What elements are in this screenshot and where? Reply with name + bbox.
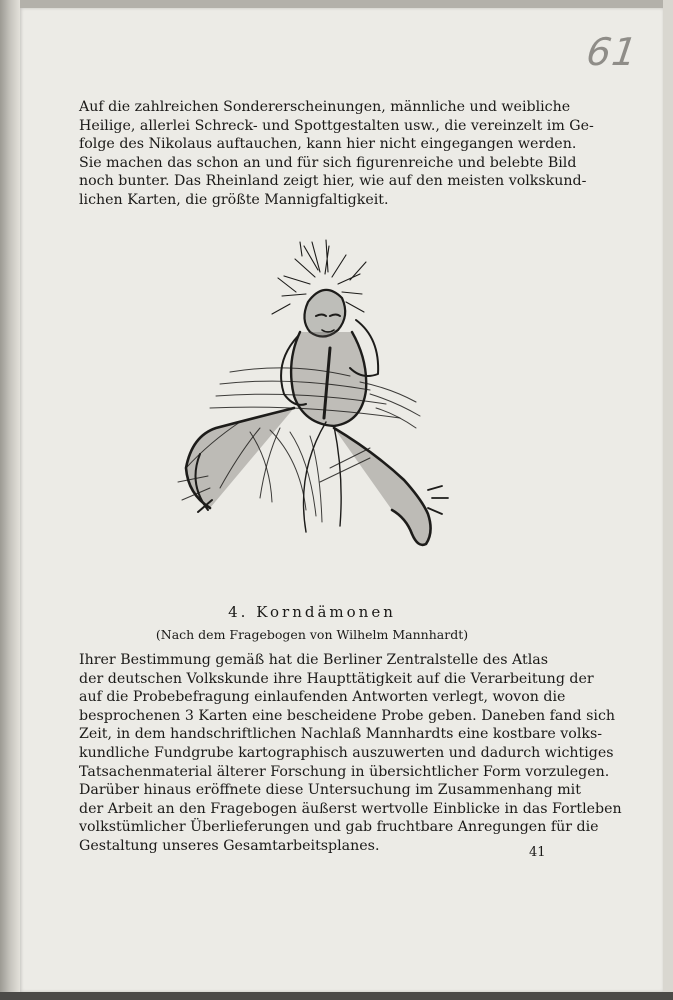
text-line: Sie machen das schon an und für sich figurenreiche und belebte Bild bbox=[79, 154, 577, 171]
text-line: Zeit, in dem handschriftlichen Nachlaß Mannhardts eine kostbare volks- bbox=[79, 726, 603, 743]
text-line: Heilige, allerlei Schreck- und Spottgestalten usw., die vereinzelt im Ge- bbox=[79, 117, 594, 134]
text-line: besprochenen 3 Karten eine bescheidene Probe geben. Daneben fand sich bbox=[79, 707, 616, 724]
text-line: Darüber hinaus eröffnete diese Untersuchung im Zusammenhang mit bbox=[79, 782, 581, 799]
figure-caption-title: 4. Korndämonen bbox=[228, 603, 396, 621]
text-line: Tatsachenmaterial älterer Forschung in übersichtlicher Form vorzulegen. bbox=[79, 763, 610, 780]
background-bottom bbox=[0, 992, 673, 1000]
book-gutter bbox=[0, 0, 20, 1000]
text-line: Ihrer Bestimmung gemäß hat die Berliner Zentralstelle des Atlas bbox=[79, 652, 549, 668]
text-line: der Arbeit an den Fragebogen äußerst wertvolle Einblicke in das Fortleben bbox=[79, 800, 622, 817]
text-line: kundliche Fundgrube kartographisch auszuwerten und dadurch wichtiges bbox=[79, 744, 614, 761]
korndaemon-illustration bbox=[170, 232, 460, 550]
paragraph-intro bbox=[79, 98, 594, 210]
text-line: Gestaltung unseres Gesamtarbeitsplanes. bbox=[79, 837, 380, 854]
text-line: Auf die zahlreichen Sondererscheinungen, männliche und weibliche bbox=[79, 99, 571, 115]
text-line: lichen Karten, die größte Mannigfaltigkeit. bbox=[79, 191, 389, 208]
text-line: volkstümlicher Überlieferungen und gab fruchtbare Anregungen für die bbox=[79, 819, 599, 836]
background-right bbox=[663, 0, 673, 1000]
figure-caption-subtitle: (Nach dem Fragebogen von Wilhelm Mannhardt) bbox=[155, 627, 469, 642]
text-line: noch bunter. Das Rheinland zeigt hier, wie auf den meisten volkskund- bbox=[79, 173, 587, 190]
text-line: auf die Probebefragung einlaufenden Antworten verlegt, wovon die bbox=[79, 689, 566, 706]
paragraph-main bbox=[79, 651, 622, 856]
folio-number: 61 bbox=[583, 30, 641, 74]
text-line: folge des Nikolaus auftauchen, kann hier nicht eingegangen werden. bbox=[79, 136, 577, 153]
page-number: 41 bbox=[529, 845, 546, 860]
text-line: der deutschen Volkskunde ihre Haupttätigkeit auf die Verarbeitung der bbox=[79, 670, 594, 687]
